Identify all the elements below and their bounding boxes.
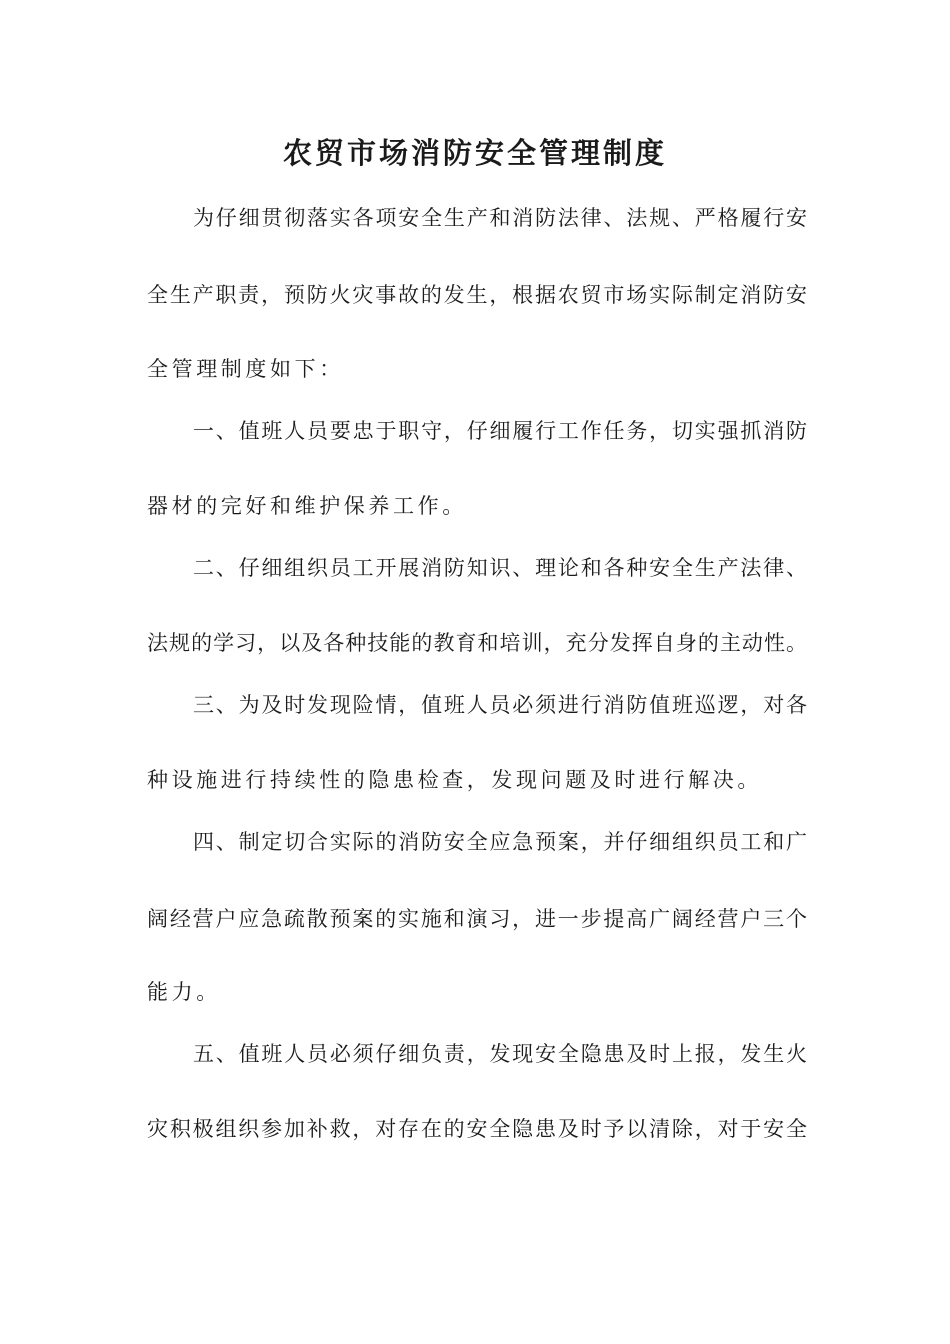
paragraph-line: 全生产职责，预防火灾事故的发生，根据农贸市场实际制定消防安 [147, 283, 807, 307]
paragraph-line: 三、为及时发现险情，值班人员必须进行消防值班巡逻，对各 [193, 693, 807, 717]
paragraph-line: 全管理制度如下： [147, 357, 344, 381]
paragraph-line: 一、值班人员要忠于职守，仔细履行工作任务，切实强抓消防 [193, 419, 807, 443]
paragraph-line: 五、值班人员必须仔细负责，发现安全隐患及时上报，发生火 [193, 1042, 807, 1066]
paragraph-line: 四、制定切合实际的消防安全应急预案，并仔细组织员工和广 [193, 830, 807, 854]
paragraph-line: 二、仔细组织员工开展消防知识、理论和各种安全生产法律、 [193, 556, 807, 580]
paragraph-line: 灾积极组织参加补救，对存在的安全隐患及时予以清除，对于安全 [147, 1117, 807, 1141]
paragraph-line: 能力。 [147, 980, 221, 1004]
paragraph-line: 为仔细贯彻落实各项安全生产和消防法律、法规、严格履行安 [193, 206, 807, 230]
paragraph-line: 法规的学习，以及各种技能的教育和培训，充分发挥自身的主动性。 [147, 631, 807, 655]
paragraph-line: 阔经营户应急疏散预案的实施和演习，进一步提高广阔经营户三个 [147, 907, 807, 931]
paragraph-line: 种设施进行持续性的隐患检查，发现问题及时进行解决。 [147, 768, 762, 792]
paragraph-line: 器材的完好和维护保养工作。 [147, 494, 467, 518]
document-title: 农贸市场消防安全管理制度 [282, 136, 667, 170]
